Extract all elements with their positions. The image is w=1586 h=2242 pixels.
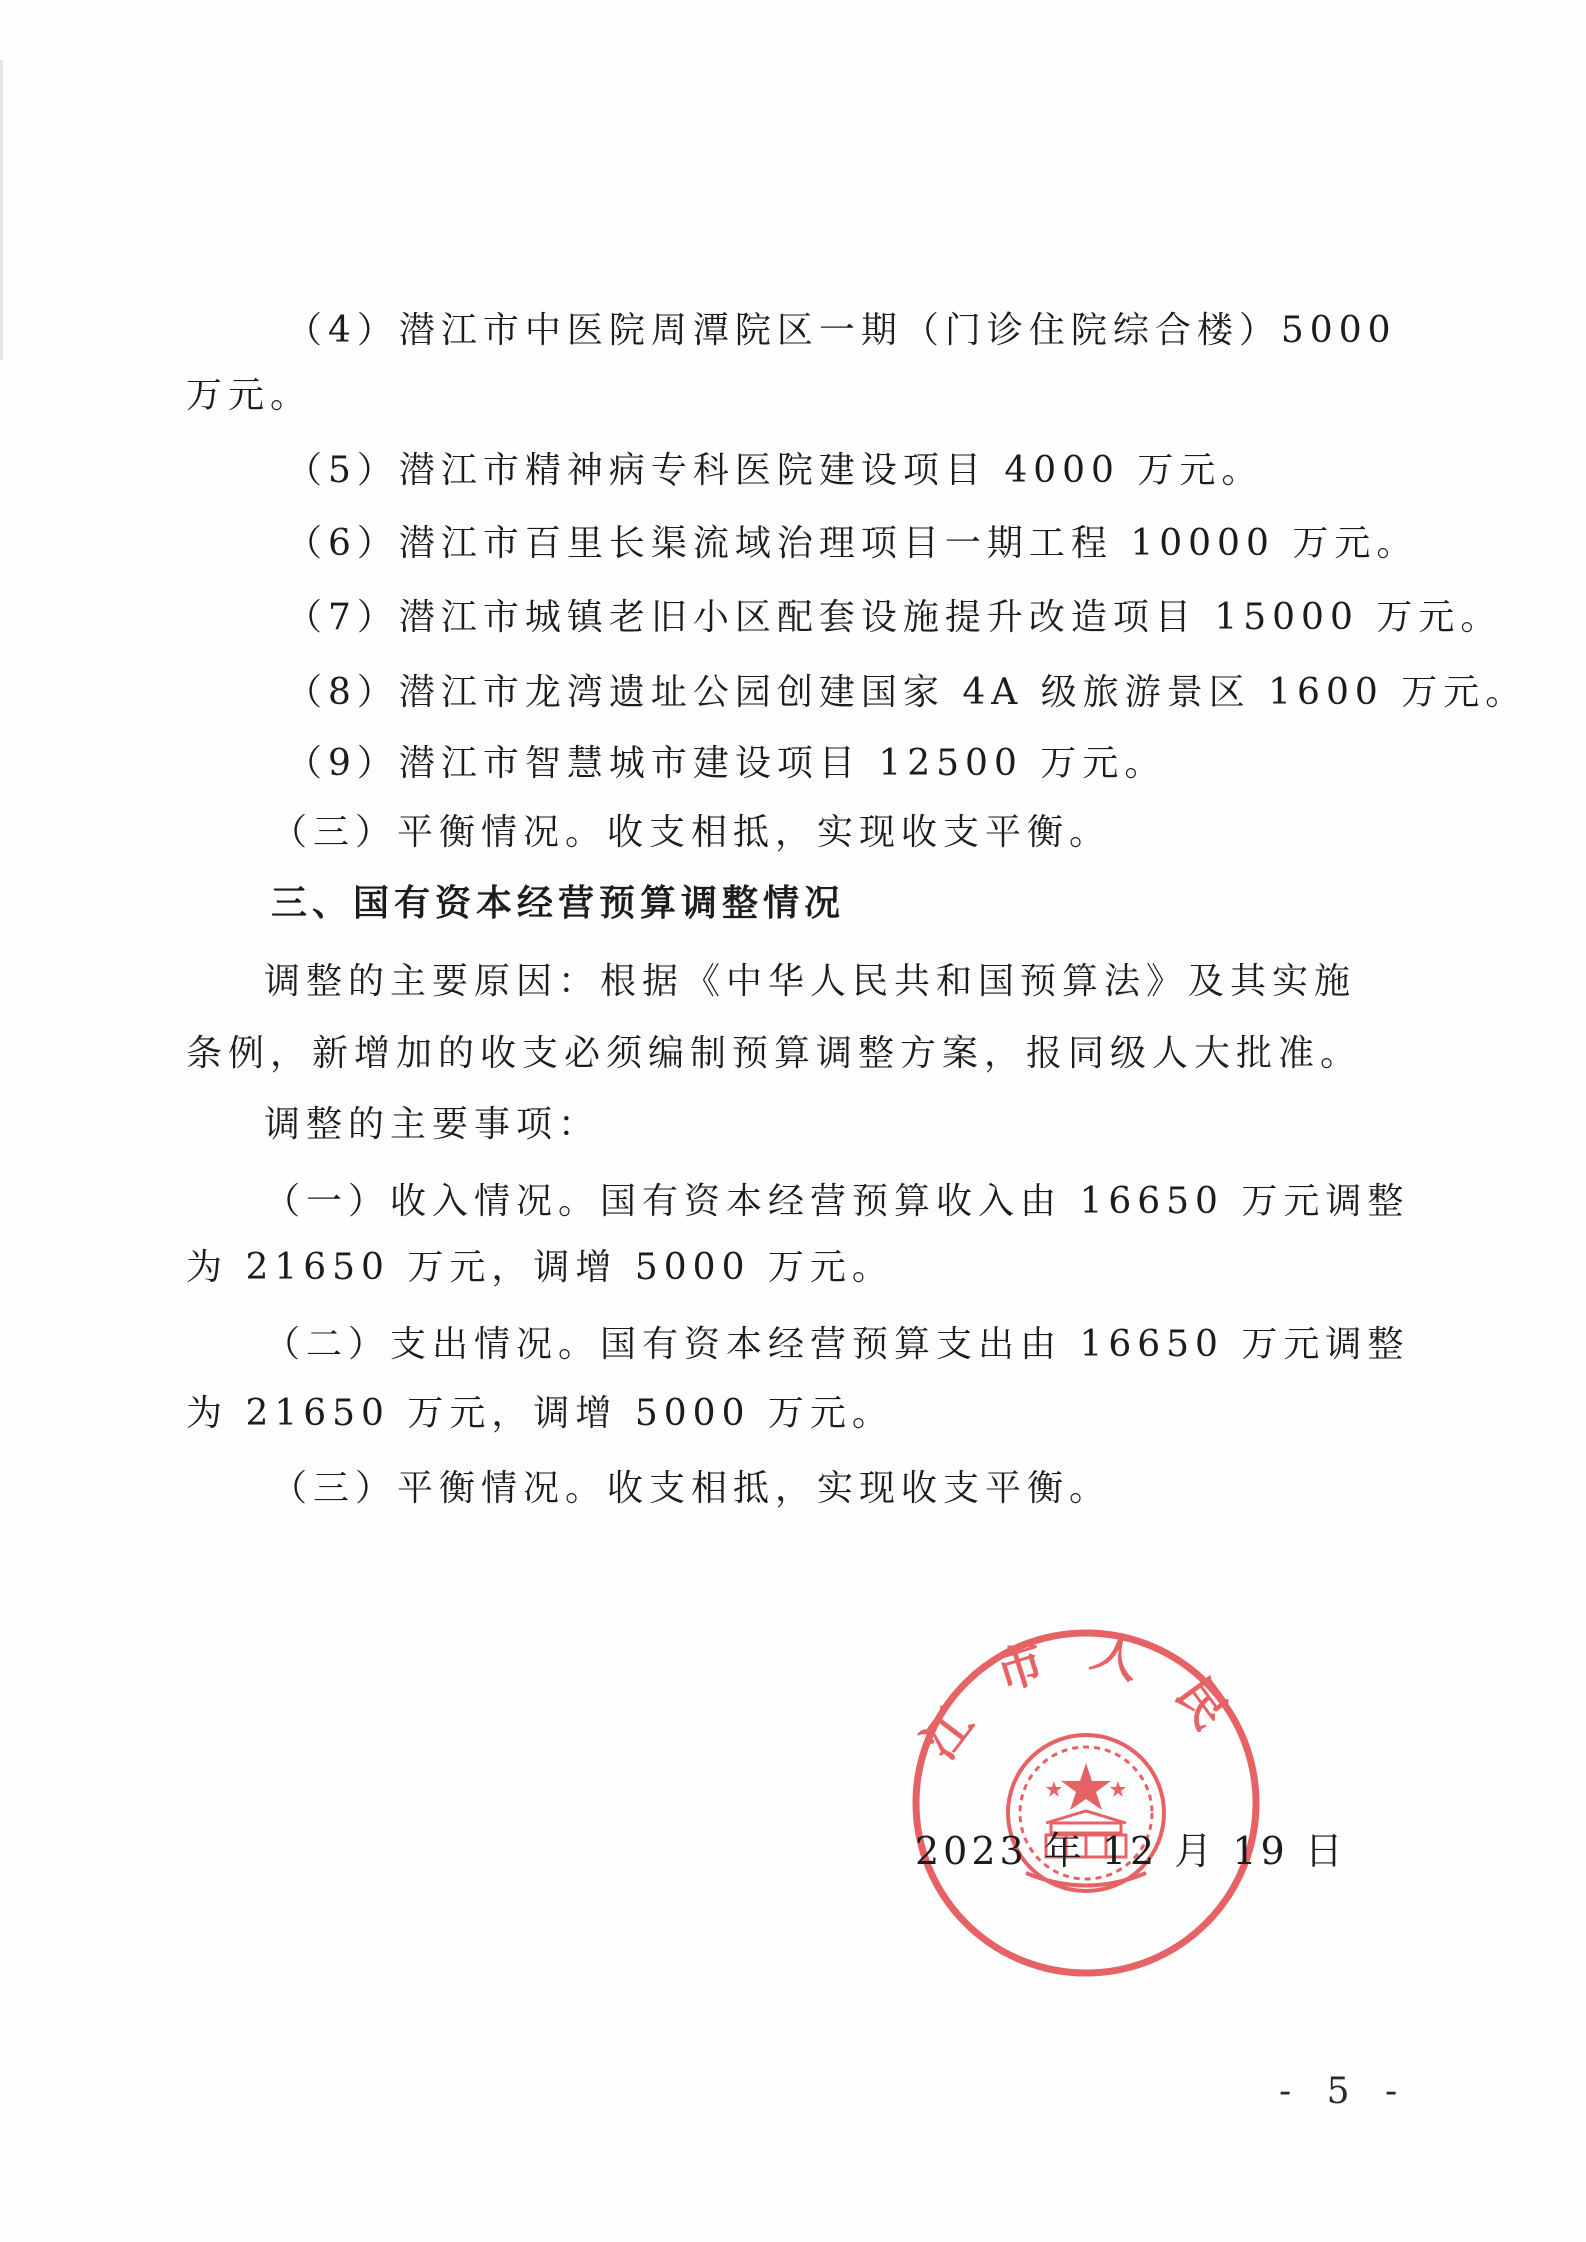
item-6: （6）潜江市百里长渠流域治理项目一期工程 10000 万元。 bbox=[286, 523, 1419, 564]
main-items-label: 调整的主要事项： bbox=[264, 1104, 601, 1145]
item-9: （9）潜江市智慧城市建设项目 12500 万元。 bbox=[286, 743, 1167, 784]
item-4-line-2: 万元。 bbox=[186, 375, 313, 416]
expense-paragraph-line-2: 为 21650 万元，调增 5000 万元。 bbox=[186, 1393, 894, 1434]
reason-paragraph-line-1: 调整的主要原因：根据《中华人民共和国预算法》及其实施 bbox=[264, 961, 1357, 1002]
section-heading-3: 三、国有资本经营预算调整情况 bbox=[271, 883, 846, 924]
seal-lettering: 江市人民 bbox=[911, 1623, 1263, 1772]
balance-paragraph-1: （三）平衡情况。收支相抵，实现收支平衡。 bbox=[271, 812, 1112, 853]
income-paragraph-line-2: 为 21650 万元，调增 5000 万元。 bbox=[186, 1247, 894, 1288]
item-5: （5）潜江市精神病专科医院建设项目 4000 万元。 bbox=[286, 450, 1264, 491]
document-date: 2023 年 12 月 19 日 bbox=[915, 1829, 1347, 1873]
income-paragraph-line-1: （一）收入情况。国有资本经营预算收入由 16650 万元调整 bbox=[264, 1181, 1410, 1222]
scan-edge-artifact bbox=[0, 60, 3, 360]
balance-paragraph-2: （三）平衡情况。收支相抵，实现收支平衡。 bbox=[271, 1468, 1112, 1509]
item-7: （7）潜江市城镇老旧小区配套设施提升改造项目 15000 万元。 bbox=[286, 597, 1503, 638]
reason-paragraph-line-2: 条例，新增加的收支必须编制预算调整方案，报同级人大批准。 bbox=[186, 1033, 1363, 1074]
page-number: - 5 - bbox=[1279, 2071, 1410, 2112]
official-seal bbox=[906, 1623, 1266, 1983]
expense-paragraph-line-1: （二）支出情况。国有资本经营预算支出由 16650 万元调整 bbox=[264, 1324, 1410, 1365]
item-8: （8）潜江市龙湾遗址公园创建国家 4A 级旅游景区 1600 万元。 bbox=[286, 672, 1528, 713]
item-4-line-1: （4）潜江市中医院周潭院区一期（门诊住院综合楼）5000 bbox=[286, 310, 1397, 351]
